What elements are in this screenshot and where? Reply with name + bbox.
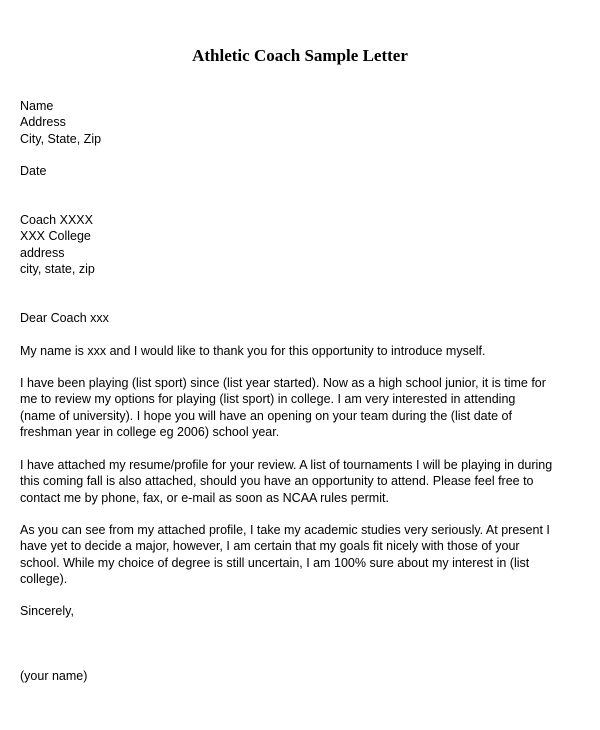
paragraph-line: My name is xxx and I would like to thank you for this opportunity to introduce myself. [20,344,486,358]
signature [20,668,590,684]
paragraph-introduction [20,343,590,359]
paragraph-line: freshman year in college eg 2006) school year. [20,424,280,439]
salutation-text: Dear Coach xxx [20,311,109,325]
paragraph-line: (name of university). I hope you will have an opening on your team during the (list date of [20,408,512,423]
paragraph-line: have yet to decide a major, however, I am certain that my goals fit nicely with those of your [20,539,520,554]
paragraph-line: college). [20,571,68,586]
paragraph-line: I have been playing (list sport) since (list year started). Now as a high school junior, it is time for [20,376,546,390]
recipient-college: XXX College [20,229,91,244]
paragraph-line: I have attached my resume/profile for your review. A list of tournaments I will be playing in during [20,458,553,472]
letter-date: Date [20,164,47,178]
date-line [20,163,590,179]
sender-block [20,98,590,147]
salutation [20,310,590,326]
letter-title: Athletic Coach Sample Letter [192,46,408,65]
signature-text: (your name) [20,669,88,683]
recipient-name: Coach XXXX [20,213,93,227]
paragraph-line: this coming fall is also attached, should you have an opportunity to attend. Please feel free to [20,474,534,489]
recipient-address: address [20,245,65,260]
paragraph-line: As you can see from my attached profile, I take my academic studies very seriously. At present I [20,523,550,537]
closing [20,603,590,619]
paragraph-line: school. While my choice of degree is still uncertain, I am 100% sure about my interest in (list [20,555,530,570]
paragraph-line: contact me by phone, fax, or e-mail as soon as NCAA rules permit. [20,490,389,505]
paragraph-sport-history [20,375,590,440]
recipient-city-state-zip: city, state, zip [20,261,95,276]
sender-name: Name [20,99,54,113]
paragraph-line: me to review my options for playing (list sport) in college. I am very interested in attending [20,392,516,407]
paragraph-attachments [20,457,590,506]
sender-address: Address [20,115,66,130]
paragraph-academics [20,522,590,587]
closing-text: Sincerely, [20,604,74,618]
recipient-block [20,212,590,277]
sender-city-state-zip: City, State, Zip [20,131,102,146]
